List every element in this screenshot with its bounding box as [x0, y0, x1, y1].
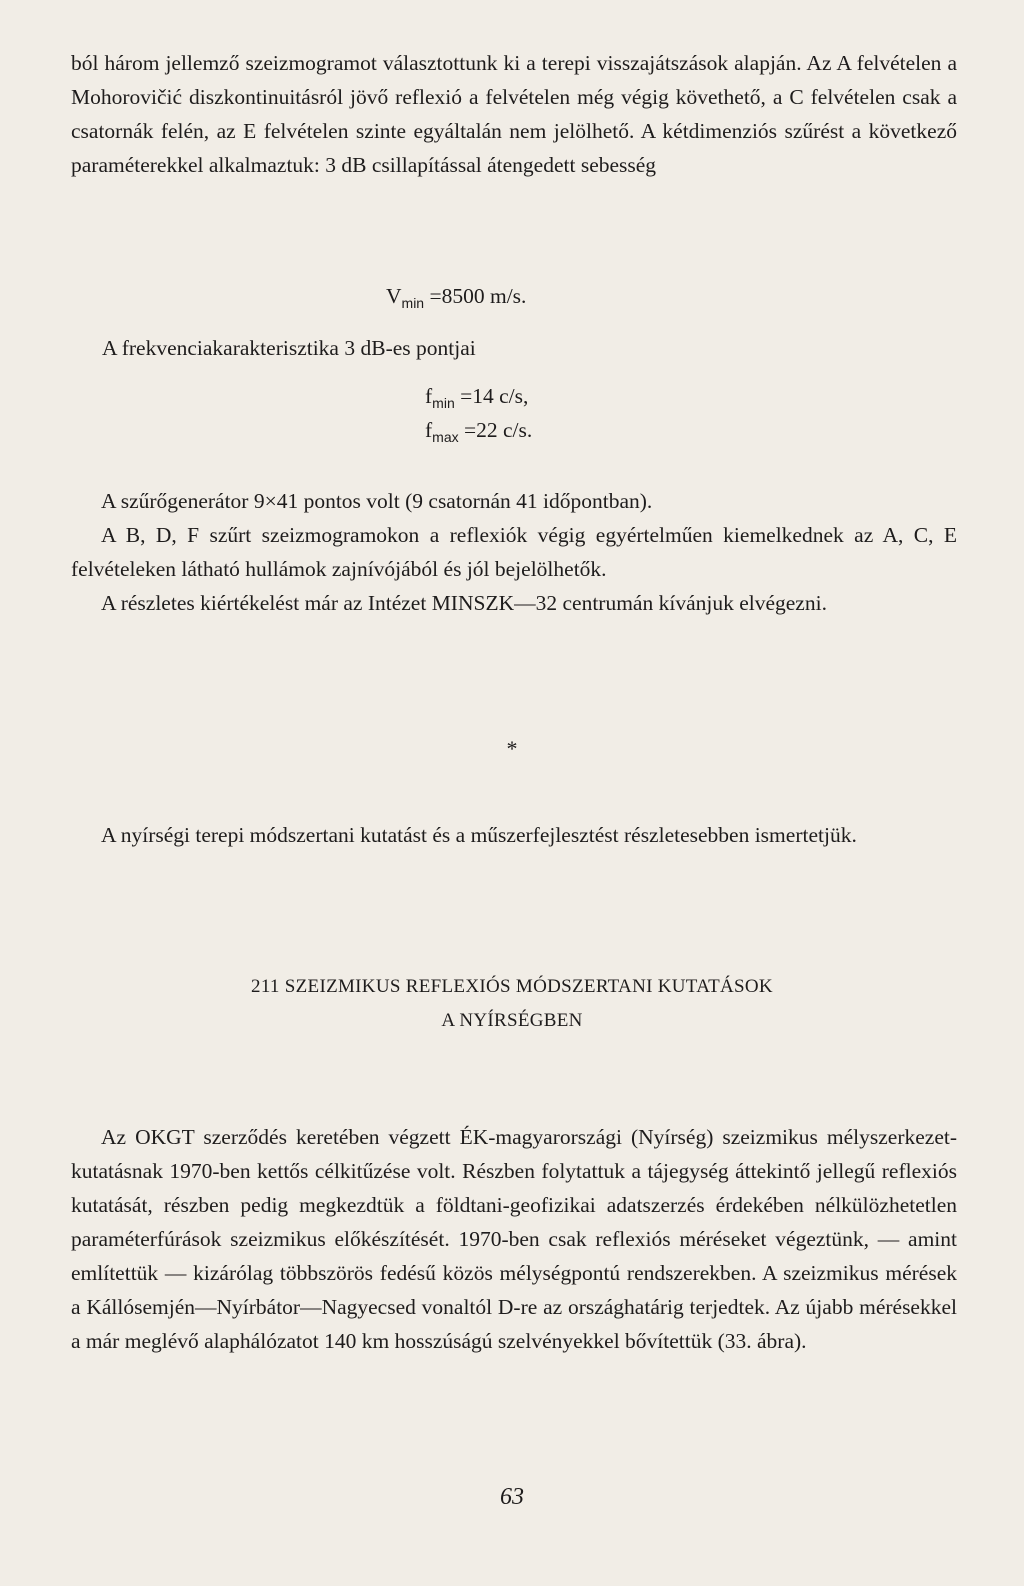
intro-paragraph-block [71, 46, 957, 182]
velocity-value: =8500 m/s. [429, 284, 527, 308]
frequency-intro: A frekvenciakarakterisztika 3 dB-es pontjai [102, 336, 476, 360]
paragraph-evaluation: A részletes kiértékelést már az Intézet MINSZK—32 centrumán kívánjuk elvégezni. [101, 591, 827, 615]
fmax-subscript: max [432, 429, 459, 445]
middle-paragraphs [71, 484, 957, 620]
intro-paragraph: ból három jellemző szeizmogramot választottunk ki a terepi visszajátszások alapján. Az A felvételen a Mohorovičić diszkontinuitásról jövő reflexió a felvételen még végig követhető, a C felvételen csak a csatornák felén, az E felvételen szinte egyáltalán nem jelölhető. A kétdimenziós szűrést a következő paraméterekkel alkalmaztuk: 3 dB csillapítással átengedett sebesség [71, 51, 957, 177]
after-separator-block [71, 818, 957, 852]
paragraph-filtered-seismograms: A B, D, F szűrt szeizmogramokon a reflexiók végig egyértelműen kiemelkednek az A, C, E felvételeken látható hullámok zajnívójából és jól bejelölhetők. [71, 523, 957, 581]
heading-line-1: 211 SZEIZMIKUS REFLEXIÓS MÓDSZERTANI KUTATÁSOK [251, 976, 773, 997]
fmax-value: =22 c/s. [464, 418, 533, 442]
heading-line-2: A NYÍRSÉGBEN [441, 1010, 583, 1031]
paragraph-nyirseg-research: A nyírségi terepi módszertani kutatást és a műszerfejlesztést részletesebben ismertetjük. [101, 823, 857, 847]
fmin-value: =14 c/s, [460, 384, 529, 408]
fmax-symbol: f [425, 418, 433, 442]
section-separator: * [506, 736, 518, 761]
paragraph-okgt-contract: Az OKGT szerződés keretében végzett ÉK-magyarországi (Nyírség) szeizmikus mélyszerkezet-kutatásnak 1970-ben kettős célkitűzése volt. Részben folytattuk a tájegység áttekintő jellegű reflexiós kutatását, részben pedig megkezdtük a földtani-geofizikai adatszerzés érdekében nélkülözhetetlen paraméterfúrások szeizmikus előkészítését. 1970-ben csak reflexiós méréseket végeztünk, — amint említettük — kizárólag többszörös fedésű közös mélységpontú rendszerekben. A szeizmikus mérések a Kállósemjén—Nyírbátor—Nagyecsed vonaltól D-re az országhatárig terjedtek. Az újabb mérésekkel a már meglévő alaphálózatot 140 km hosszúságú szelvényekkel bővítettük (33. ábra). [71, 1125, 957, 1353]
velocity-subscript: min [401, 295, 425, 311]
fmin-subscript: min [432, 395, 455, 411]
fmin-equation [425, 384, 528, 411]
velocity-equation [386, 284, 526, 311]
paragraph-filter-generator: A szűrőgenerátor 9×41 pontos volt (9 csatornán 41 időpontban). [101, 489, 653, 513]
page-number: 63 [500, 1484, 524, 1510]
section-heading [0, 970, 1024, 1038]
velocity-symbol: V [386, 284, 402, 308]
fmax-equation [425, 418, 532, 445]
bottom-paragraph-block [71, 1120, 957, 1358]
fmin-symbol: f [425, 384, 433, 408]
